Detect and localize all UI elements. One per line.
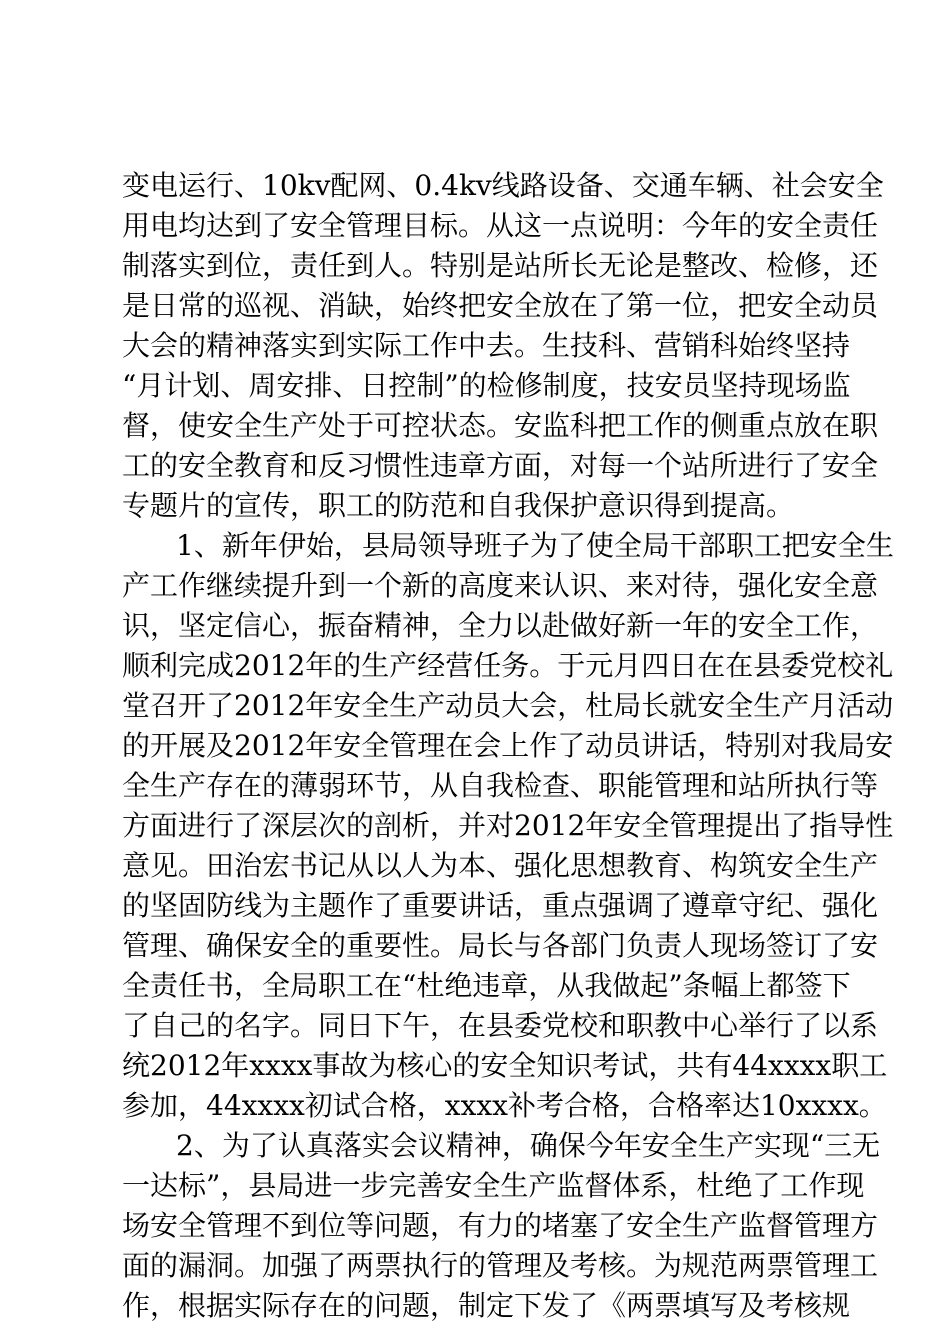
- text-line-3: [0, 246, 950, 286]
- line-text: 面的漏洞。加强了两票执行的管理及考核。为规范两票管理工: [122, 1249, 879, 1282]
- text-line-16: [0, 766, 950, 806]
- line-text: 管理、确保安全的重要性。局长与各部门负责人现场签订了安: [122, 929, 879, 962]
- text-line-12: [0, 606, 950, 646]
- text-line-7: [0, 406, 950, 446]
- line-text: 了自己的名字。同日下午，在县委党校和职教中心举行了以系: [122, 1009, 879, 1042]
- line-text: 大会的精神落实到实际工作中去。生技科、营销科始终坚持: [122, 329, 851, 362]
- line-text: 用电均达到了安全管理目标。从这一点说明：今年的安全责任: [122, 209, 879, 242]
- line-text: 的坚固防线为主题作了重要讲话，重点强调了遵章守纪、强化: [122, 889, 879, 922]
- line-text: 全生产存在的薄弱环节，从自我检查、职能管理和站所执行等: [122, 769, 879, 802]
- line-text: 制落实到位，责任到人。特别是站所长无论是整改、检修，还: [122, 249, 879, 282]
- text-line-20: [0, 926, 950, 966]
- text-line-19: [0, 886, 950, 926]
- line-text: 意见。田治宏书记从以人为本、强化思想教育、构筑安全生产: [122, 849, 879, 882]
- text-line-1: [0, 166, 950, 206]
- line-text: 顺利完成2012年的生产经营任务。于元月四日在在县委党校礼: [122, 649, 894, 682]
- line-text: 识，坚定信心，振奋精神，全力以赴做好新一年的安全工作，: [122, 609, 879, 642]
- text-line-9: [0, 486, 950, 526]
- line-text: 方面进行了深层次的剖析，并对2012年安全管理提出了指导性: [122, 809, 894, 842]
- text-line-17: [0, 806, 950, 846]
- text-line-11: [0, 566, 950, 606]
- text-line-29: [0, 1286, 950, 1326]
- line-text: 作，根据实际存在的问题，制定下发了《两票填写及考核规: [122, 1289, 851, 1322]
- line-text: 堂召开了2012年安全生产动员大会，杜局长就安全生产月活动: [122, 689, 894, 722]
- line-text: 督，使安全生产处于可控状态。安监科把工作的侧重点放在职: [122, 409, 879, 442]
- line-text: 是日常的巡视、消缺，始终把安全放在了第一位，把安全动员: [122, 289, 879, 322]
- line-text: 工的安全教育和反习惯性违章方面，对每一个站所进行了安全: [122, 449, 879, 482]
- line-text: 变电运行、10kv配网、0.4kv线路设备、交通车辆、社会安全: [122, 169, 884, 202]
- line-text: “月计划、周安排、日控制”的检修制度，技安员坚持现场监: [122, 369, 851, 402]
- line-text: 专题片的宣传，职工的防范和自我保护意识得到提高。: [122, 489, 795, 522]
- text-line-10: [0, 526, 950, 566]
- text-line-6: [0, 366, 950, 406]
- text-line-27: [0, 1206, 950, 1246]
- text-line-15: [0, 726, 950, 766]
- text-line-5: [0, 326, 950, 366]
- text-line-22: [0, 1006, 950, 1046]
- line-text: 统2012年xxxx事故为核心的安全知识考试，共有44xxxx职工: [122, 1049, 888, 1082]
- text-line-21: [0, 966, 950, 1006]
- text-line-2: [0, 206, 950, 246]
- line-text: 参加，44xxxx初试合格，xxxx补考合格，合格率达10xxxx。: [122, 1089, 887, 1122]
- text-line-4: [0, 286, 950, 326]
- text-line-23: [0, 1046, 950, 1086]
- text-line-25: [0, 1126, 950, 1166]
- line-text: 产工作继续提升到一个新的高度来认识、来对待，强化安全意: [122, 569, 879, 602]
- text-line-18: [0, 846, 950, 886]
- text-line-8: [0, 446, 950, 486]
- line-text: 2、为了认真落实会议精神，确保今年安全生产实现“三无: [176, 1129, 881, 1162]
- line-text: 一达标”，县局进一步完善安全生产监督体系，杜绝了工作现: [122, 1169, 865, 1202]
- text-line-13: [0, 646, 950, 686]
- line-text: 1、新年伊始，县局领导班子为了使全局干部职工把安全生: [176, 529, 894, 562]
- line-text: 全责任书，全局职工在“杜绝违章，从我做起”条幅上都签下: [122, 969, 851, 1002]
- line-text: 的开展及2012年安全管理在会上作了动员讲话，特别对我局安: [122, 729, 894, 762]
- text-line-28: [0, 1246, 950, 1286]
- text-line-14: [0, 686, 950, 726]
- text-line-24: [0, 1086, 950, 1126]
- text-line-26: [0, 1166, 950, 1206]
- line-text: 场安全管理不到位等问题，有力的堵塞了安全生产监督管理方: [122, 1209, 879, 1242]
